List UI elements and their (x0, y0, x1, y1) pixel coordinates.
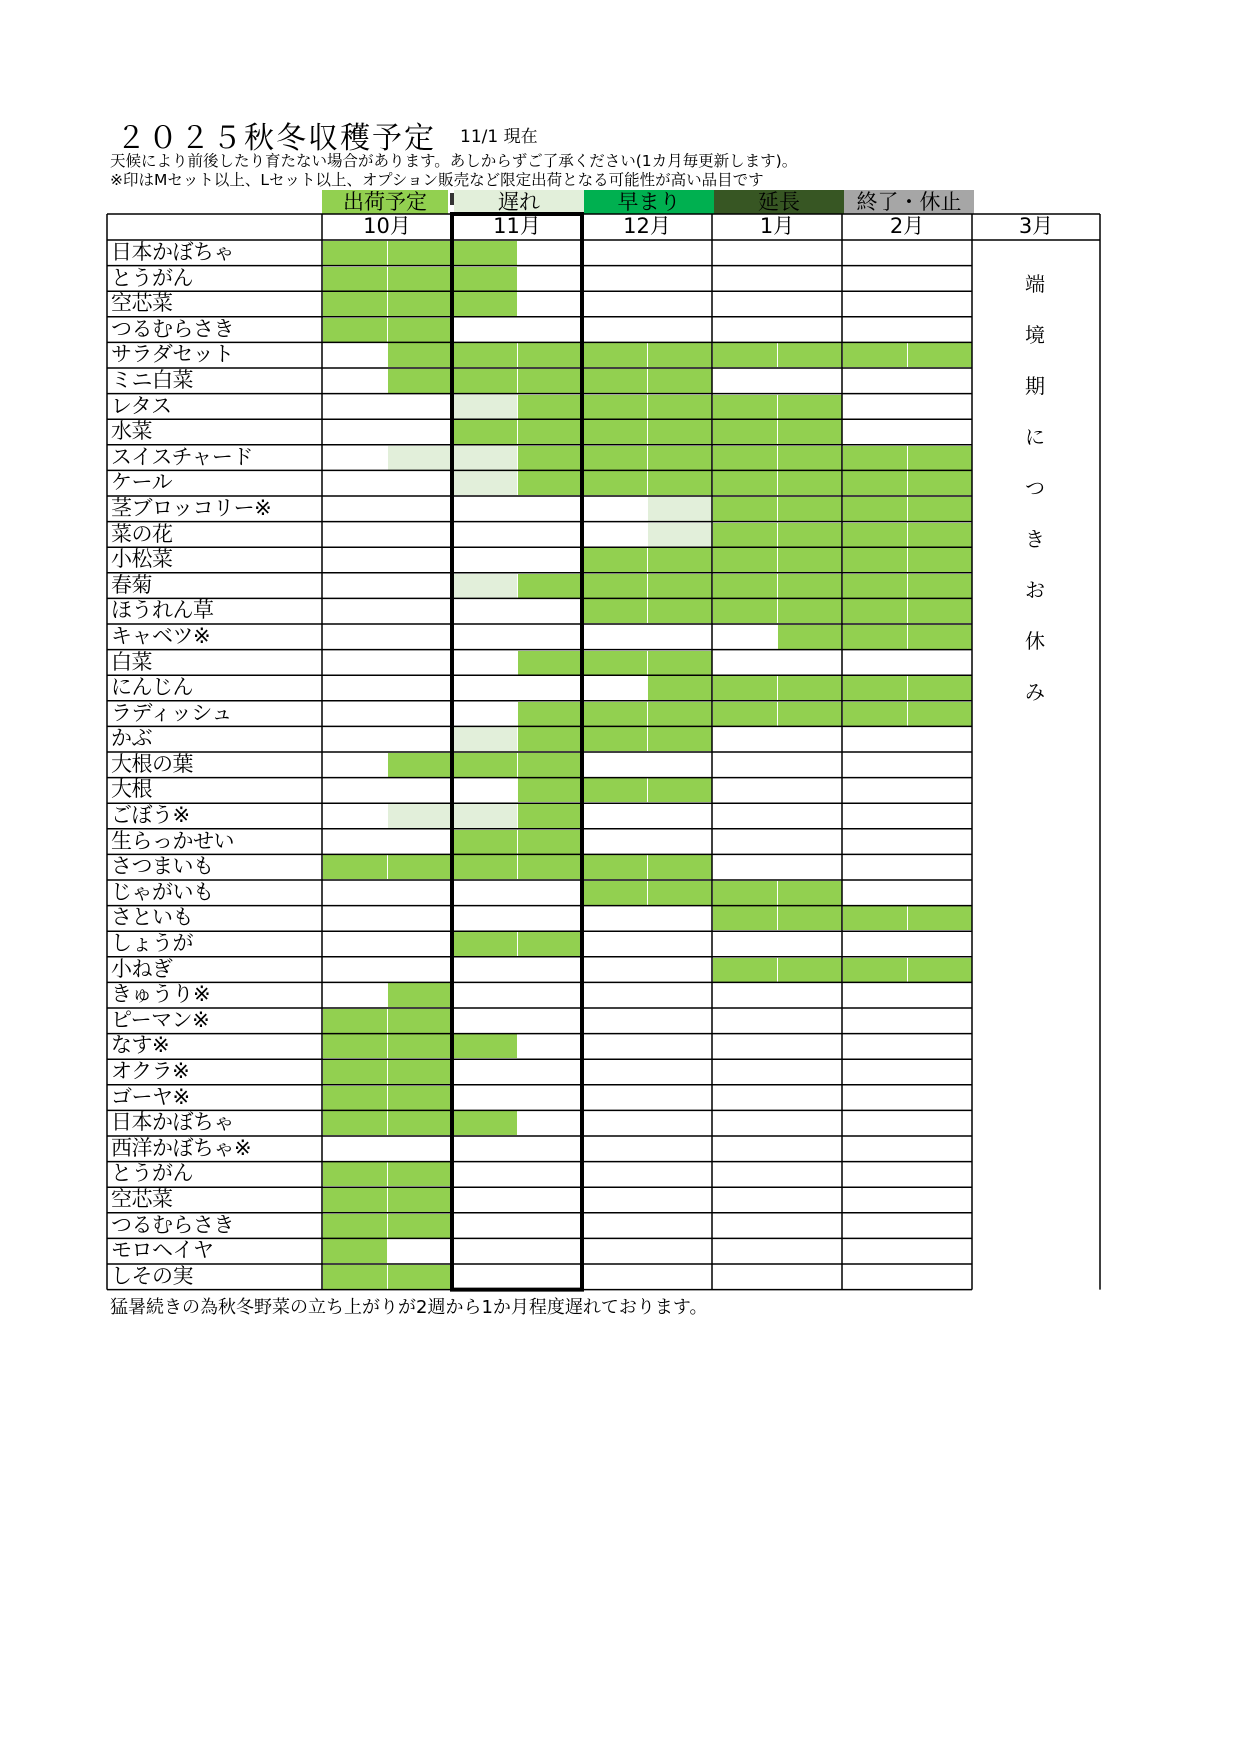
legend-shipping: 出荷予定 (322, 190, 448, 214)
crop-name: とうがん (111, 265, 193, 290)
crop-name: キャベツ※ (111, 623, 211, 648)
month-feb: 2月 (889, 214, 925, 238)
crop-name: さといも (111, 905, 193, 930)
crop-name: ゴーヤ※ (111, 1084, 190, 1109)
crop-name: ほうれん草 (111, 598, 214, 623)
march-char: み (1025, 680, 1045, 704)
march-char: 休 (1025, 629, 1045, 653)
crop-name: とうがん (111, 1161, 193, 1186)
legend-extended: 延長 (714, 190, 844, 214)
crop-name: しその実 (111, 1263, 193, 1288)
crop-name: 白菜 (111, 649, 152, 674)
crop-name: 空芯菜 (111, 1186, 173, 1211)
crop-name: なす※ (111, 1033, 170, 1058)
crop-name: ケール (111, 470, 173, 495)
crop-name: 大根の葉 (111, 751, 193, 776)
march-char: 端 (1025, 272, 1045, 296)
crop-name: 小ねぎ (111, 956, 173, 981)
crop-name: 小松菜 (111, 547, 173, 572)
crop-name: かぶ (111, 726, 152, 751)
crop-name: 日本かぼちゃ (111, 240, 234, 264)
crop-name: ミニ白菜 (111, 367, 193, 392)
footer-note: 猛暑続きの為秋冬野菜の立ち上がりが2週から1か月程度遅れております。 (110, 1297, 708, 1318)
crop-name: ごぼう※ (111, 803, 190, 828)
month-mar: 3月 (1018, 214, 1054, 238)
crop-name: オクラ※ (111, 1059, 190, 1083)
month-oct: 10月 (363, 214, 411, 238)
note-weather: 天候により前後したり育たない場合があります。あしからずご了承ください(1カ月毎更新します)。 (110, 152, 798, 170)
crop-name: さつまいも (111, 854, 214, 879)
as-of-date: 11/1 現在 (460, 127, 538, 147)
crop-name: 大根 (111, 777, 152, 802)
crop-name: つるむらさき (111, 316, 234, 341)
crop-name: 菜の花 (111, 521, 173, 546)
legend-ended: 終了・休止 (844, 190, 974, 214)
crop-name: じゃがいも (111, 879, 214, 904)
crop-name: にんじん (111, 675, 193, 700)
note-limited: ※印はMセット以上、Lセット以上、オプション販売など限定出荷となる可能性が高い品目です (110, 171, 764, 189)
crop-name: レタス (111, 393, 172, 418)
crop-name: 水菜 (111, 419, 152, 444)
crop-name: サラダセット (111, 342, 234, 367)
crop-name: スイスチャード (111, 444, 253, 469)
crop-name: ラディッシュ (111, 700, 232, 725)
march-char: き (1025, 527, 1045, 551)
month-nov: 11月 (493, 214, 541, 238)
march-char: つ (1025, 476, 1045, 500)
crop-name: 生らっかせい (111, 828, 234, 853)
crop-name: モロヘイヤ (111, 1238, 214, 1263)
page-title: ２０２５秋冬収穫予定 (116, 121, 436, 156)
march-char: に (1025, 425, 1045, 449)
crop-name: つるむらさき (111, 1212, 234, 1237)
march-char: 境 (1025, 323, 1045, 347)
march-char: 期 (1025, 374, 1045, 398)
crop-name: 空芯菜 (111, 291, 173, 316)
crop-name: しょうが (111, 931, 193, 956)
month-jan: 1月 (759, 214, 795, 238)
crop-name: 春菊 (111, 572, 152, 597)
month-dec: 12月 (623, 214, 671, 238)
crop-name: 茎ブロッコリー※ (111, 495, 272, 520)
crop-name: ピーマン※ (111, 1007, 210, 1032)
crop-name: きゅうり※ (111, 982, 211, 1007)
legend-early: 早まり (584, 190, 714, 214)
crop-name: 西洋かぼちゃ※ (111, 1135, 252, 1160)
legend-delayed: 遅れ (454, 190, 584, 214)
crop-name: 日本かぼちゃ (111, 1110, 234, 1135)
march-char: お (1025, 578, 1045, 602)
